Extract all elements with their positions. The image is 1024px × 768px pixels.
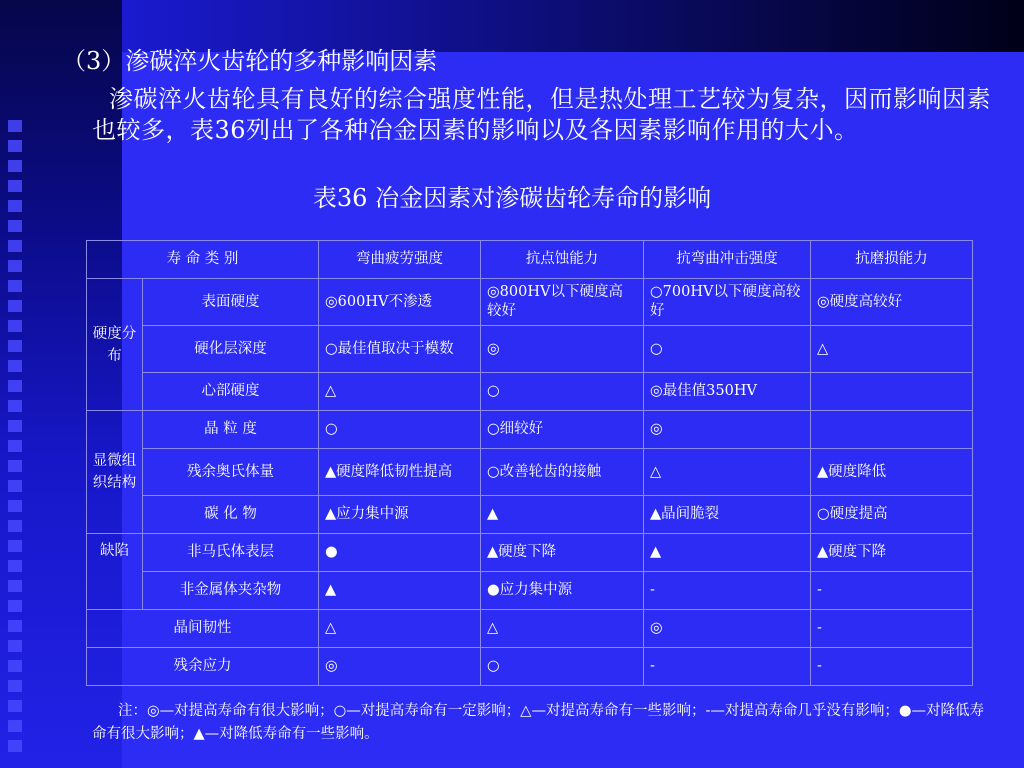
table-cell: ▲硬度降低韧性提高	[319, 449, 481, 496]
table-cell: △	[319, 610, 481, 648]
table-cell: ▲硬度下降	[481, 534, 644, 572]
table-cell: △	[811, 326, 973, 373]
table-cell: ○细较好	[481, 411, 644, 449]
table-cell: -	[644, 572, 811, 610]
decorative-square	[8, 460, 22, 472]
table-cell: ○硬度提高	[811, 496, 973, 534]
table-cell: -	[644, 648, 811, 686]
decorative-square	[8, 440, 22, 452]
decorative-square	[8, 680, 22, 692]
table-cell: △	[319, 373, 481, 411]
table-cell: -	[811, 648, 973, 686]
table-cell: ○	[319, 411, 481, 449]
decorative-square	[8, 360, 22, 372]
table-cell: △	[644, 449, 811, 496]
decorative-square	[8, 700, 22, 712]
metallurgy-factors-table	[86, 240, 973, 686]
decorative-square	[8, 740, 22, 752]
section-heading: （3）渗碳淬火齿轮的多种影响因素	[62, 47, 438, 75]
table-row	[87, 572, 973, 610]
table-cell: ●应力集中源	[481, 572, 644, 610]
row-label: 晶间韧性	[87, 610, 319, 648]
table-row	[87, 534, 973, 572]
table-cell: ◎	[644, 610, 811, 648]
table-cell: ○改善轮齿的接触	[481, 449, 644, 496]
table-cell	[811, 411, 973, 449]
decorative-square	[8, 600, 22, 612]
table-row	[87, 279, 973, 326]
table-cell: ▲	[481, 496, 644, 534]
table-caption: 表36 冶金因素对渗碳齿轮寿命的影响	[312, 184, 712, 212]
table-row	[87, 610, 973, 648]
table-row	[87, 411, 973, 449]
body-paragraph: 渗碳淬火齿轮具有良好的综合强度性能，但是热处理工艺较为复杂，因而影响因素也较多，表36列出了各种冶金因素的影响以及各因素影响作用的大小。	[92, 85, 991, 144]
group-label: 硬度分布	[87, 279, 143, 411]
row-label: 晶 粒 度	[143, 411, 319, 449]
decorative-square	[8, 160, 22, 172]
header-cell: 弯曲疲劳强度	[319, 241, 481, 279]
table-note: 注：◎—对提高寿命有很大影响；○—对提高寿命有一定影响；△—对提高寿命有一些影响；-—对提高寿命几乎没有影响；●—对降低寿命有很大影响；▲—对降低寿命有一些影响。	[92, 703, 985, 742]
table-cell: ▲硬度降低	[811, 449, 973, 496]
table-cell: ○	[481, 648, 644, 686]
table-cell: △	[481, 610, 644, 648]
table-cell: ◎600HV不渗透	[319, 279, 481, 326]
table-cell: -	[811, 610, 973, 648]
table-cell: ▲晶间脆裂	[644, 496, 811, 534]
table-cell: ◎	[481, 326, 644, 373]
table-cell: ○	[644, 326, 811, 373]
decorative-square	[8, 620, 22, 632]
decorative-square	[8, 340, 22, 352]
row-label: 碳 化 物	[143, 496, 319, 534]
table-cell: ▲	[644, 534, 811, 572]
table-row	[87, 326, 973, 373]
decorative-square	[8, 140, 22, 152]
table-cell: ◎800HV以下硬度高较好	[481, 279, 644, 326]
row-label: 残余应力	[87, 648, 319, 686]
table-cell: ○	[481, 373, 644, 411]
table-cell: ◎最佳值350HV	[644, 373, 811, 411]
decorative-square	[8, 120, 22, 132]
decorative-square	[8, 280, 22, 292]
decorative-square	[8, 320, 22, 332]
decorative-square	[8, 540, 22, 552]
decorative-square	[8, 580, 22, 592]
table-cell: ◎	[319, 648, 481, 686]
top-gradient-band	[122, 0, 1024, 52]
row-label: 心部硬度	[143, 373, 319, 411]
header-cell: 抗点蚀能力	[481, 241, 644, 279]
decorative-square	[8, 380, 22, 392]
decorative-square	[8, 220, 22, 232]
row-label: 残余奥氏体量	[143, 449, 319, 496]
table-cell: ○最佳值取决于模数	[319, 326, 481, 373]
decorative-square	[8, 480, 22, 492]
decorative-square	[8, 660, 22, 672]
group-label: 缺陷	[87, 534, 143, 610]
table-cell: ▲	[319, 572, 481, 610]
decorative-square	[8, 520, 22, 532]
table-header-row	[87, 241, 973, 279]
decorative-square	[8, 240, 22, 252]
decorative-square	[8, 420, 22, 432]
decorative-square	[8, 300, 22, 312]
table-row	[87, 373, 973, 411]
row-label: 表面硬度	[143, 279, 319, 326]
decorative-square	[8, 400, 22, 412]
table-row	[87, 648, 973, 686]
row-label: 非金属体夹杂物	[143, 572, 319, 610]
table-cell: ○700HV以下硬度高较好	[644, 279, 811, 326]
table-cell: ◎硬度高较好	[811, 279, 973, 326]
table-cell: ●	[319, 534, 481, 572]
row-label: 硬化层深度	[143, 326, 319, 373]
header-cell: 抗磨损能力	[811, 241, 973, 279]
decorative-square	[8, 260, 22, 272]
header-cell: 抗弯曲冲击强度	[644, 241, 811, 279]
decorative-square	[8, 720, 22, 732]
decorative-square	[8, 500, 22, 512]
group-label: 显微组织结构	[87, 411, 143, 534]
decorative-square	[8, 560, 22, 572]
header-cell: 寿 命 类 别	[87, 241, 319, 279]
table-row	[87, 496, 973, 534]
table-cell: -	[811, 572, 973, 610]
table-cell: ▲应力集中源	[319, 496, 481, 534]
table-cell: ▲硬度下降	[811, 534, 973, 572]
decorative-square	[8, 640, 22, 652]
table-row	[87, 449, 973, 496]
table-cell: ◎	[644, 411, 811, 449]
table-cell	[811, 373, 973, 411]
row-label: 非马氏体表层	[143, 534, 319, 572]
